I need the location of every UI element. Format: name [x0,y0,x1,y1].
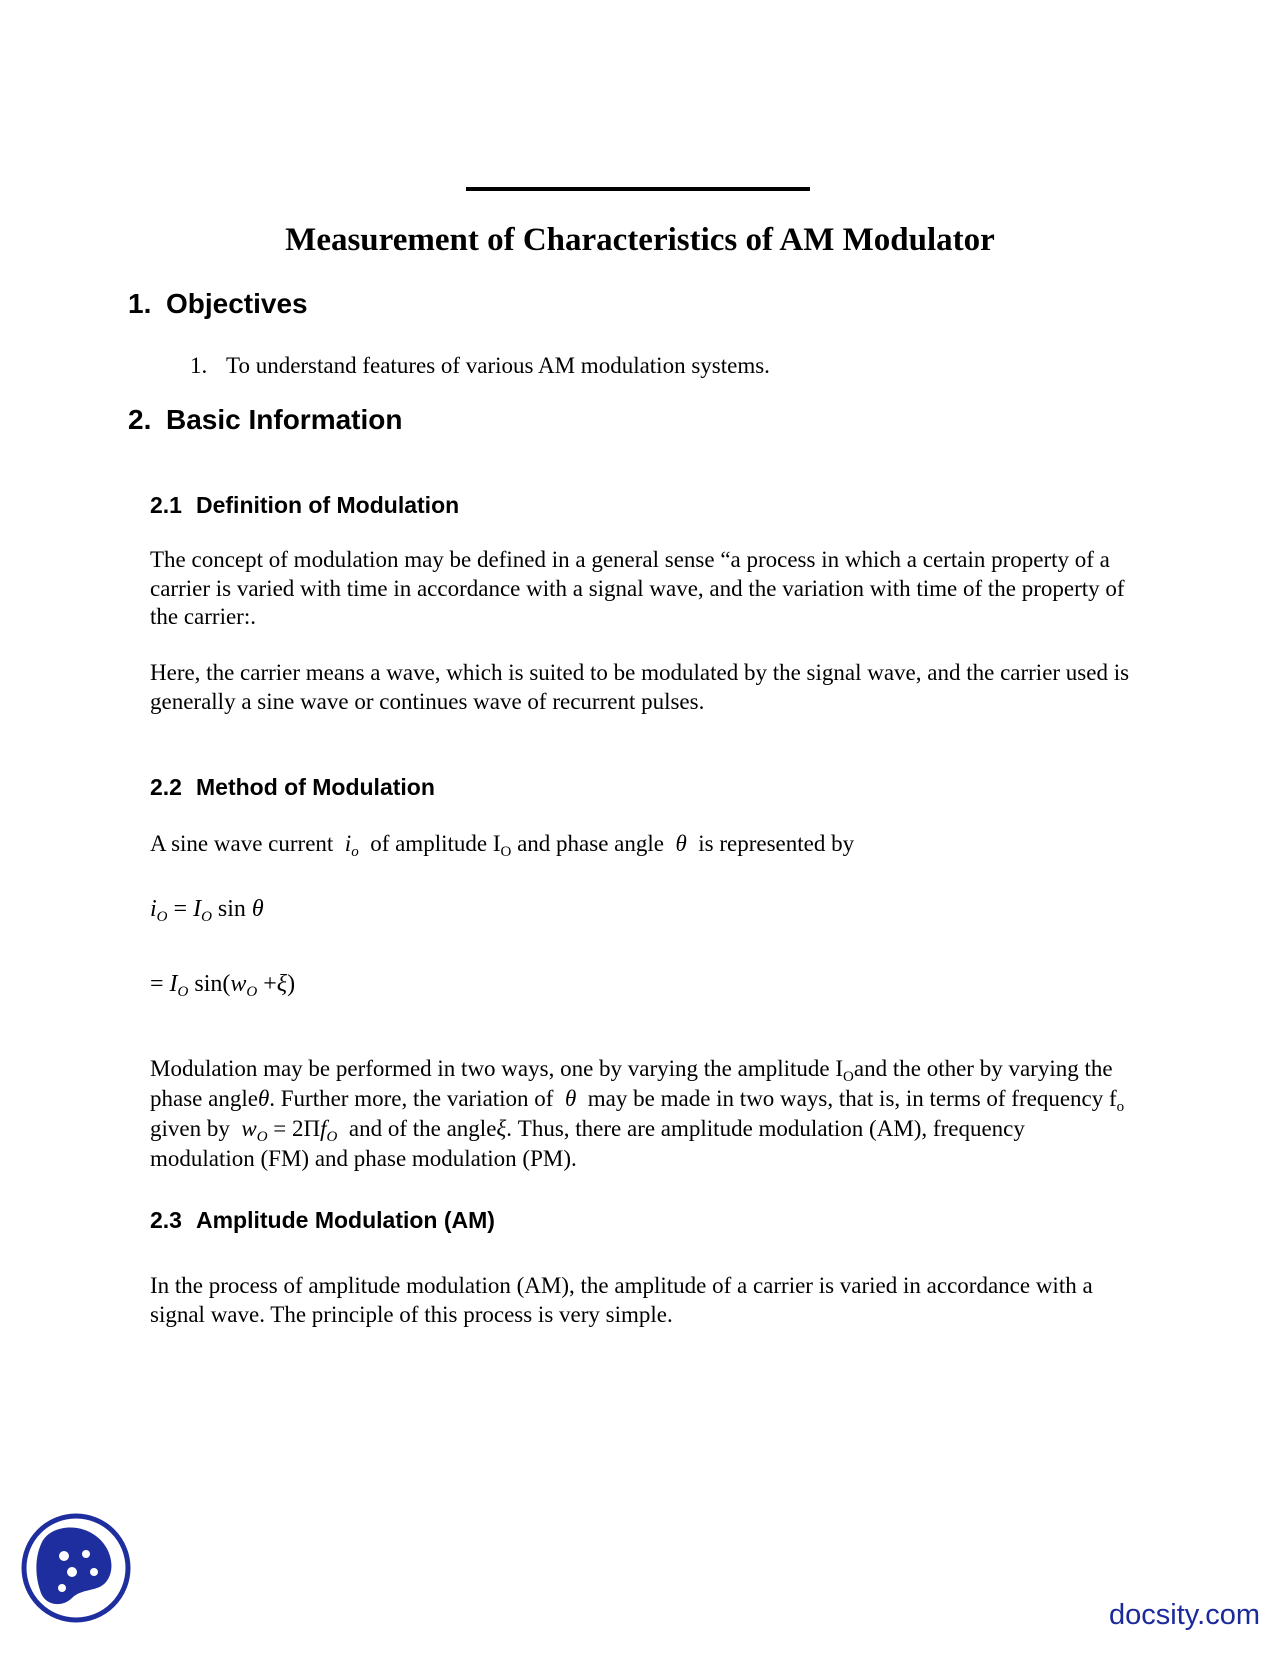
section-title: Objectives [166,288,308,319]
subsection-heading-method [150,773,435,801]
math-operator: = [173,896,188,922]
subsection-title: Method of Modulation [196,774,435,800]
paragraph-am-principle: In the process of amplitude modulation (AM), the amplitude of a carrier is varied in accordance with a signal wave. The principle of this process is very simple. [150,1273,1093,1327]
text-run: of amplitude I [370,831,501,856]
math-var: f [320,1116,327,1141]
math-function: sin( [194,971,231,997]
subscript: O [843,1069,854,1085]
paragraph-carrier: Here, the carrier means a wave, which is suited to be modulated by the signal wave, and the carrier used is generally a sine wave or continues wave of recurrent pulses. [150,660,1130,714]
math-subscript: O [201,909,212,925]
math-operator: + [263,971,277,997]
math-subscript: O [177,984,189,1000]
math-paren: ) [287,971,296,997]
docsity-logo-icon [20,1512,132,1624]
math-var: i [150,896,157,922]
math-theta: θ [675,831,687,856]
math-var: w [230,971,247,997]
list-item [190,352,770,380]
text-run: and of the angle [348,1116,497,1141]
section-number: 2. [128,404,152,435]
subsection-number: 2.1 [150,492,182,518]
document-title: Measurement of Characteristics of AM Modulator [285,222,995,258]
math-theta: θ [257,1086,270,1111]
math-theta: θ [251,896,264,922]
math-subscript: O [256,1129,268,1145]
text-run: Modulation may be performed in two ways, one by varying the amplitude I [150,1056,844,1081]
subsection-title: Amplitude Modulation (AM) [196,1207,495,1233]
equation-1 [150,894,264,924]
subsection-number: 2.2 [150,774,182,800]
math-var: w [241,1116,257,1141]
section-number: 1. [128,288,152,319]
top-rule [466,187,810,191]
math-operator: = 2Π [273,1116,321,1141]
text-run: and the other by varying the phase angle [150,1056,1113,1111]
math-function: sin [217,896,246,922]
math-var: I [193,896,202,922]
section-title: Basic Information [166,404,403,435]
section-heading-objectives [128,287,308,321]
subscript: o [1116,1099,1125,1115]
text-run: given by [150,1116,230,1141]
subsection-heading-definition [150,491,459,519]
text-run: is represented by [698,831,855,856]
math-subscript: O [156,909,168,925]
math-var-i: i [344,831,352,856]
subscript: O [500,844,512,860]
math-xi: ξ [276,971,288,997]
paragraph-sine-wave-intro [150,830,1130,859]
equation-2 [150,969,295,999]
math-subscript: o [351,844,359,860]
math-subscript: O [246,984,258,1000]
text-run: and phase angle [517,831,664,856]
text-run: . Further more, the variation of [269,1086,554,1111]
math-operator: = [150,971,164,997]
math-xi: ξ [496,1116,507,1141]
text-run: A sine wave current [150,831,334,856]
subsection-heading-am [150,1206,495,1234]
text-run: may be made in two ways, that is, in terms of frequency f [587,1086,1117,1111]
list-item-text: To understand features of various AM modulation systems. [226,353,770,378]
section-heading-basic-information [128,403,402,437]
subsection-number: 2.3 [150,1207,182,1233]
docsity-brand-link[interactable]: docsity.com [1109,1599,1260,1631]
list-item-number: 1. [190,353,208,378]
paragraph-modulation-ways [150,1054,1130,1174]
math-subscript: O [326,1129,338,1145]
subsection-title: Definition of Modulation [196,492,460,518]
paragraph-definition: The concept of modulation may be defined in a general sense “a process in which a certain property of a carrier is varied with time in accordance with a signal wave, and the variation with time of the property of the carrier:. [150,547,1125,629]
text-run: . Thus, there are amplitude modulation (AM), frequency modulation (FM) and phase modulation (PM). [150,1116,1025,1171]
math-var: I [169,971,178,997]
math-theta: θ [564,1086,577,1111]
